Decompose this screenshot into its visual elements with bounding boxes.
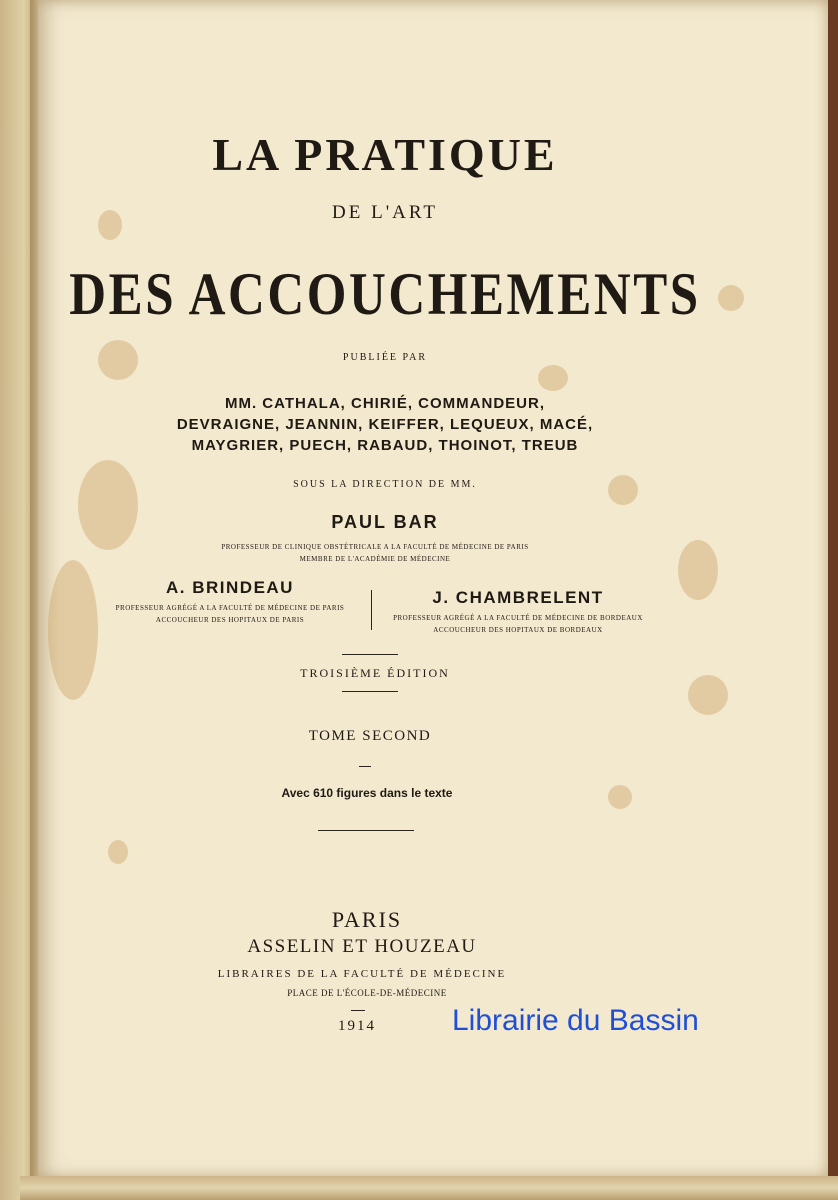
rule (342, 654, 398, 655)
authors-line: MM. CATHALA, CHIRIÉ, COMMANDEUR, (224, 395, 546, 412)
foxing-spot (718, 285, 744, 311)
volume: TOME SECOND (308, 728, 432, 744)
director-title: MEMBRE DE L'ACADÉMIE DE MÉDECINE (299, 555, 451, 563)
director-title: PROFESSEUR AGRÉGÉ A LA FACULTÉ DE MÉDECINE DE BORDEAUX (393, 614, 643, 622)
director-main-name: PAUL BAR (331, 512, 439, 532)
column-divider (371, 590, 372, 630)
title-line-3: DES ACCOUCHEMENTS (69, 261, 701, 327)
dash-rule (359, 766, 371, 767)
rule (342, 691, 398, 692)
published-by: PUBLIÉE PAR (342, 352, 428, 363)
city: PARIS (331, 907, 403, 932)
foxing-spot (688, 675, 728, 715)
title-line-2: DE L'ART (332, 202, 438, 223)
director-right-titles (378, 612, 658, 636)
director-title: PROFESSEUR DE CLINIQUE OBSTÉTRICALE A LA FACULTÉ DE MÉDECINE DE PARIS (221, 543, 529, 551)
watermark-text: Librairie du Bassin (452, 1004, 699, 1037)
director-left-name: A. BRINDEAU (166, 578, 294, 597)
direction-label: SOUS LA DIRECTION DE MM. (293, 479, 477, 490)
publisher: ASSELIN ET HOUZEAU (247, 936, 477, 957)
address: PLACE DE L'ÉCOLE-DE-MÉDECINE (287, 988, 447, 998)
authors-line: DEVRAIGNE, JEANNIN, KEIFFER, LEQUEUX, MACÉ, (176, 416, 594, 433)
director-title: ACCOUCHEUR DES HOPITAUX DE BORDEAUX (433, 626, 603, 634)
director-right (378, 588, 658, 636)
edition: TROISIÈME ÉDITION (300, 666, 450, 680)
director-right-name: J. CHAMBRELENT (432, 588, 604, 607)
dash-rule (351, 1010, 365, 1011)
director-left (90, 578, 370, 626)
foxing-spot (108, 840, 128, 864)
publisher-sub: LIBRAIRES DE LA FACULTÉ DE MÉDECINE (217, 968, 507, 980)
director-title: ACCOUCHEUR DES HOPITAUX DE PARIS (155, 616, 305, 624)
year: 1914 (338, 1018, 376, 1034)
rule (318, 830, 414, 831)
figures-note: Avec 610 figures dans le texte (281, 786, 453, 800)
director-title: PROFESSEUR AGRÉGÉ A LA FACULTÉ DE MÉDECINE DE PARIS (115, 604, 345, 612)
authors-line: MAYGRIER, PUECH, RABAUD, THOINOT, TREUB (191, 437, 579, 454)
director-main-titles (0, 541, 750, 565)
title-line-1: LA PRATIQUE (212, 129, 558, 180)
page-bottom-edge (20, 1176, 838, 1200)
foxing-spot (538, 365, 568, 391)
authors-list (0, 393, 770, 456)
foxing-spot (78, 460, 138, 550)
director-left-titles (90, 602, 370, 626)
